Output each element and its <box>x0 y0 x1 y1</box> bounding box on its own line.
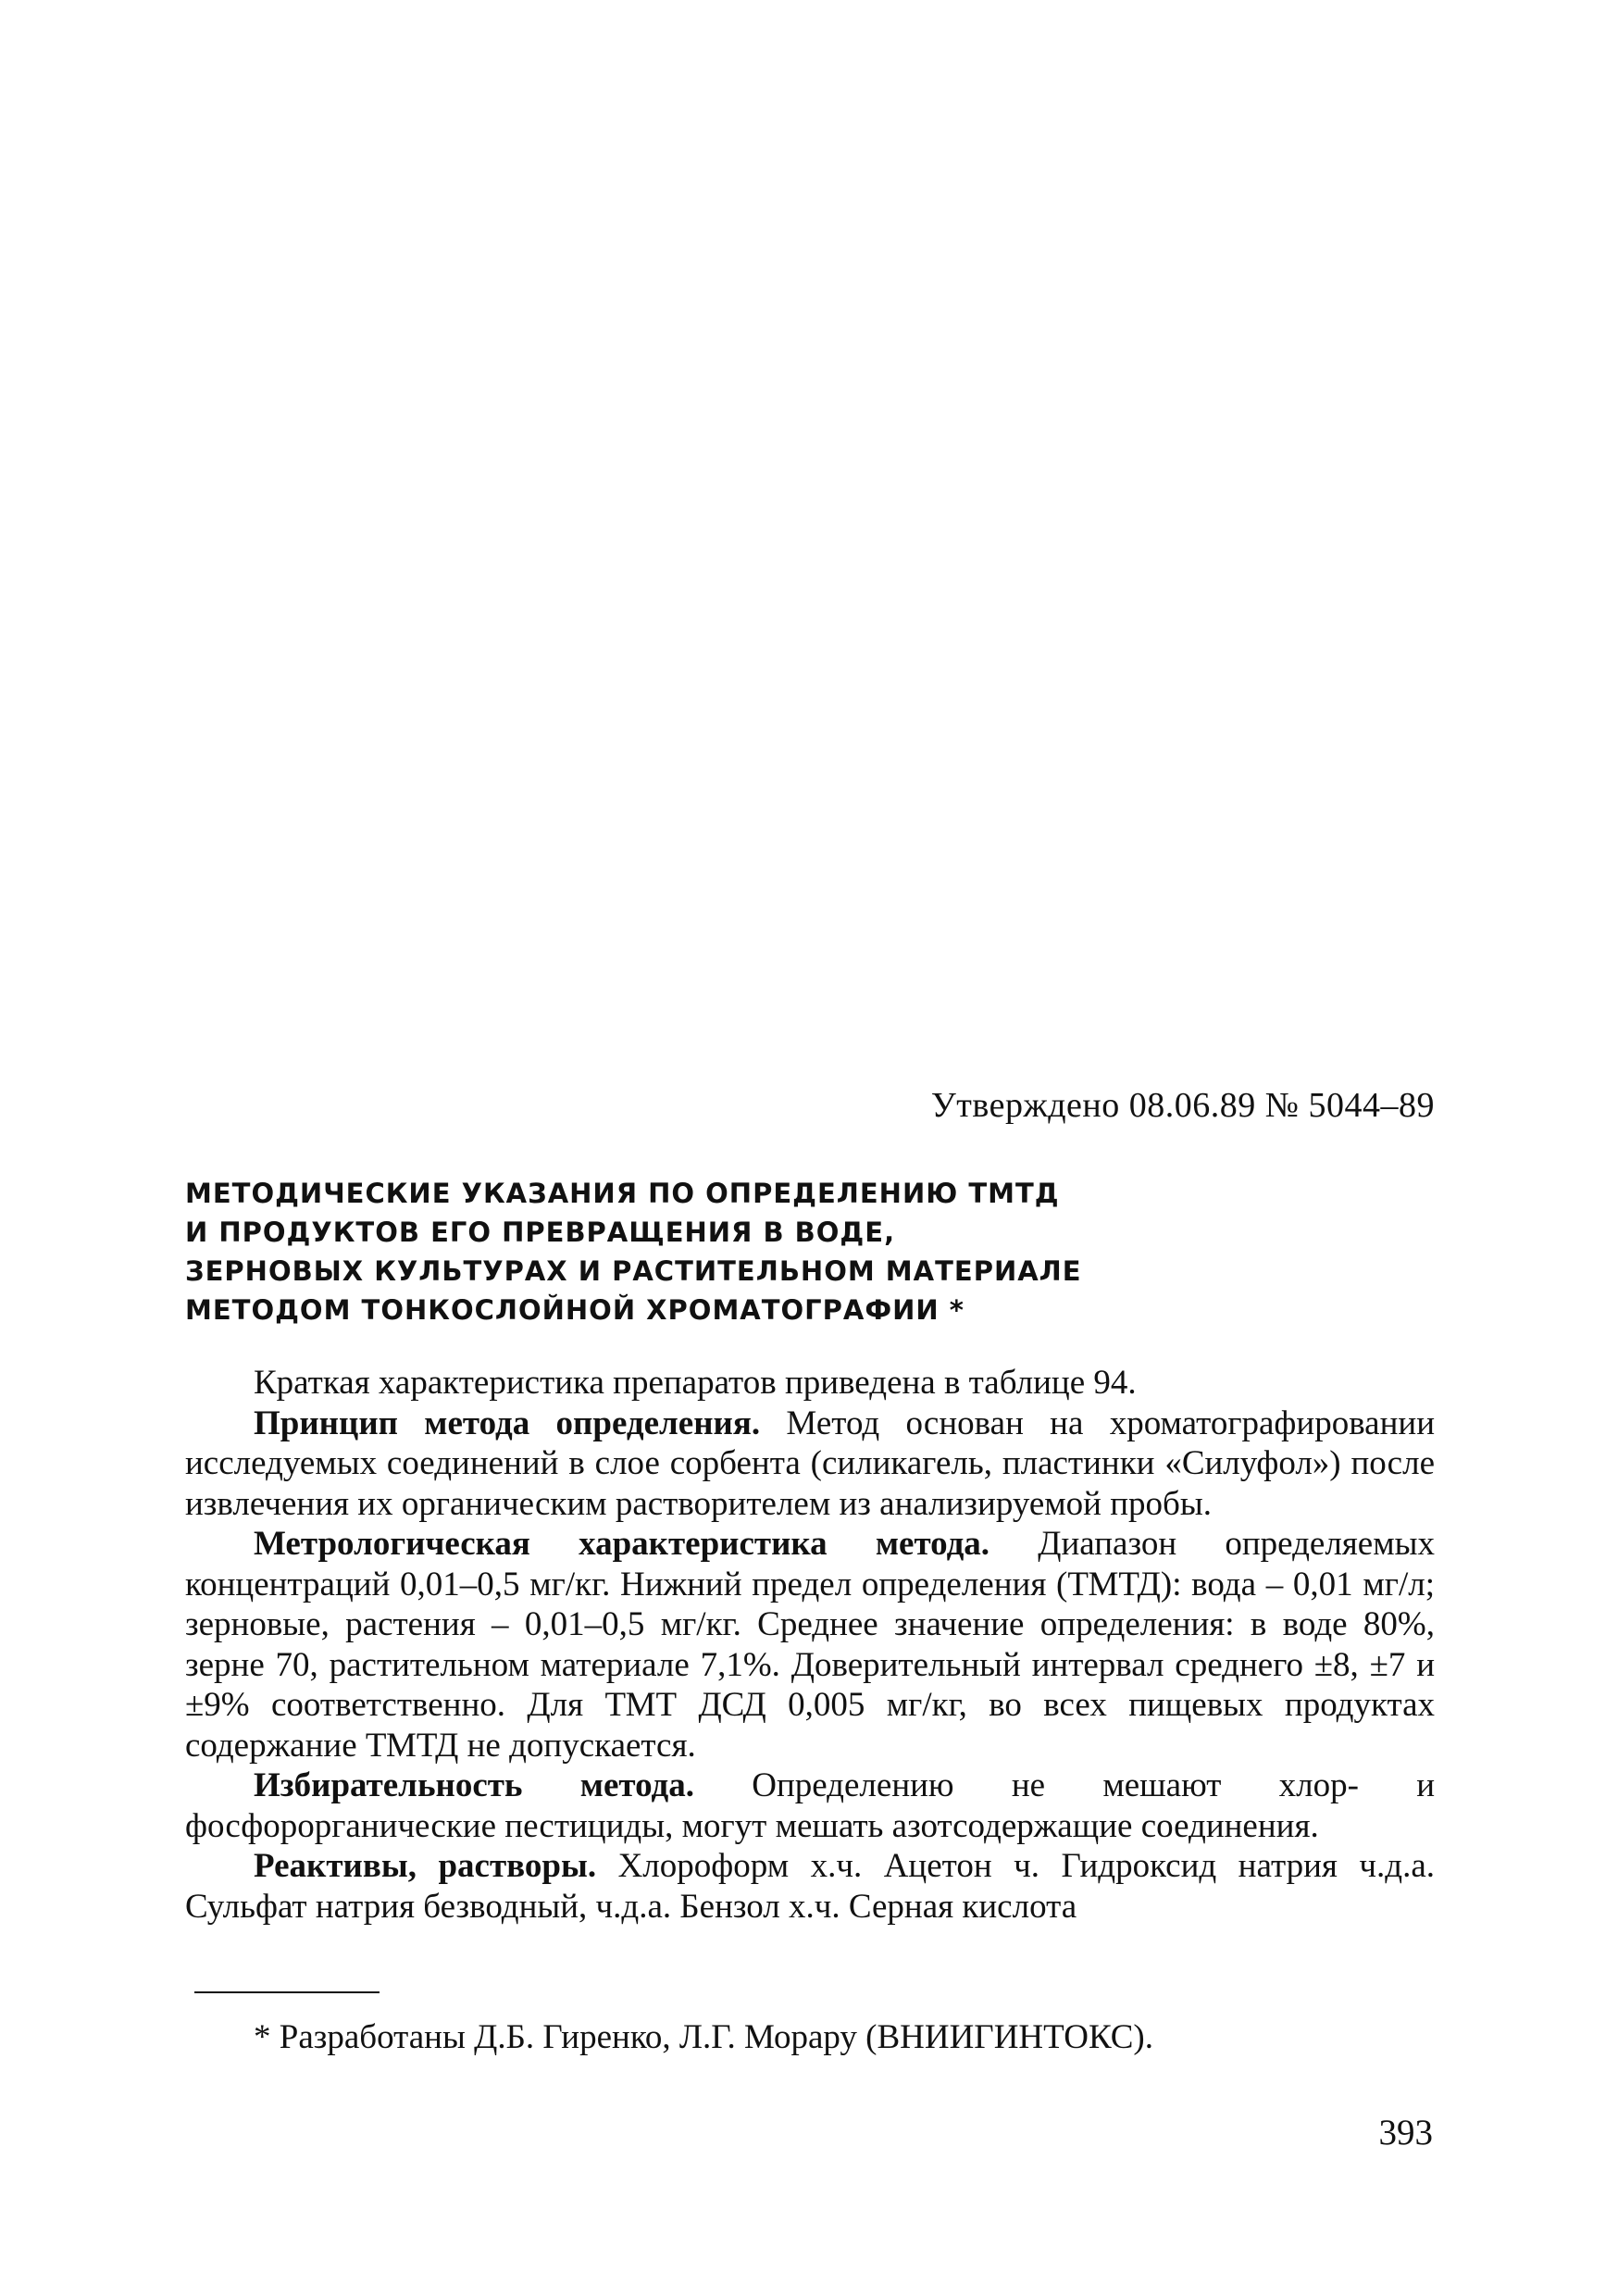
paragraph-lead: Избирательность метода. <box>254 1766 694 1804</box>
paragraph-selectivity <box>185 1766 1435 1846</box>
footnote: * Разработаны Д.Б. Гиренко, Л.Г. Морару (ВНИИГИНТОКС). <box>254 2018 1153 2056</box>
paragraph-text: Диапазон определяемых концентраций 0,01–0,5 мг/кг. Нижний предел определения (ТМТД): вода – 0,01 мг/л; зерновые, растения – 0,01–0,5 мг/кг. Среднее значение определения: в воде 80%, зерне 70, растительном материале 7,1%. Доверительный интервал среднего ±8, ±7 и ±9% соответственно. Для ТМТ ДСД 0,005 мг/кг, во всех пищевых продуктах содержание ТМТД не допускается. <box>185 1525 1435 1765</box>
paragraph-reagents <box>185 1846 1435 1927</box>
title-line: ЗЕРНОВЫХ КУЛЬТУРАХ И РАСТИТЕЛЬНОМ МАТЕРИАЛЕ <box>185 1255 1082 1287</box>
paragraph-text: Определению не мешают хлор- и фосфорорганические пестициды, могут мешать азотсодержащие соединения. <box>185 1766 1435 1845</box>
paragraph-lead: Реактивы, растворы. <box>254 1847 597 1885</box>
paragraph-lead: Принцип метода определения. <box>254 1404 761 1442</box>
paragraph-metrology <box>185 1524 1435 1766</box>
paragraph-summary <box>185 1363 1435 1404</box>
document-title <box>185 1174 1435 1329</box>
paragraph-principle <box>185 1404 1435 1525</box>
paragraph-lead: Метрологическая характеристика метода. <box>254 1525 990 1563</box>
paragraph-text: Хлороформ х.ч. Ацетон ч. Гидроксид натрия ч.д.а. Сульфат натрия безводный, ч.д.а. Бензол х.ч. Серная кислота <box>185 1847 1435 1926</box>
approval-line: Утверждено 08.06.89 № 5044–89 <box>930 1086 1435 1125</box>
paragraph-text: Метод основан на хроматографировании исследуемых соединений в слое сорбента (силикагель, пластинки «Силуфол») после извлечения их органическим растворителем из анализируемой пробы. <box>185 1404 1436 1523</box>
document-page <box>185 1083 1435 2058</box>
paragraph-text: Краткая характеристика препаратов приведена в таблице 94. <box>254 1364 1137 1402</box>
title-line: И ПРОДУКТОВ ЕГО ПРЕВРАЩЕНИЯ В ВОДЕ, <box>185 1217 896 1248</box>
footnote-divider <box>194 1991 380 1993</box>
title-line: МЕТОДИЧЕСКИЕ УКАЗАНИЯ ПО ОПРЕДЕЛЕНИЮ ТМТД <box>185 1178 1060 1209</box>
body-text <box>185 1363 1435 1927</box>
page-number: 393 <box>1378 2113 1433 2152</box>
title-line: МЕТОДОМ ТОНКОСЛОЙНОЙ ХРОМАТОГРАФИИ * <box>185 1294 965 1326</box>
